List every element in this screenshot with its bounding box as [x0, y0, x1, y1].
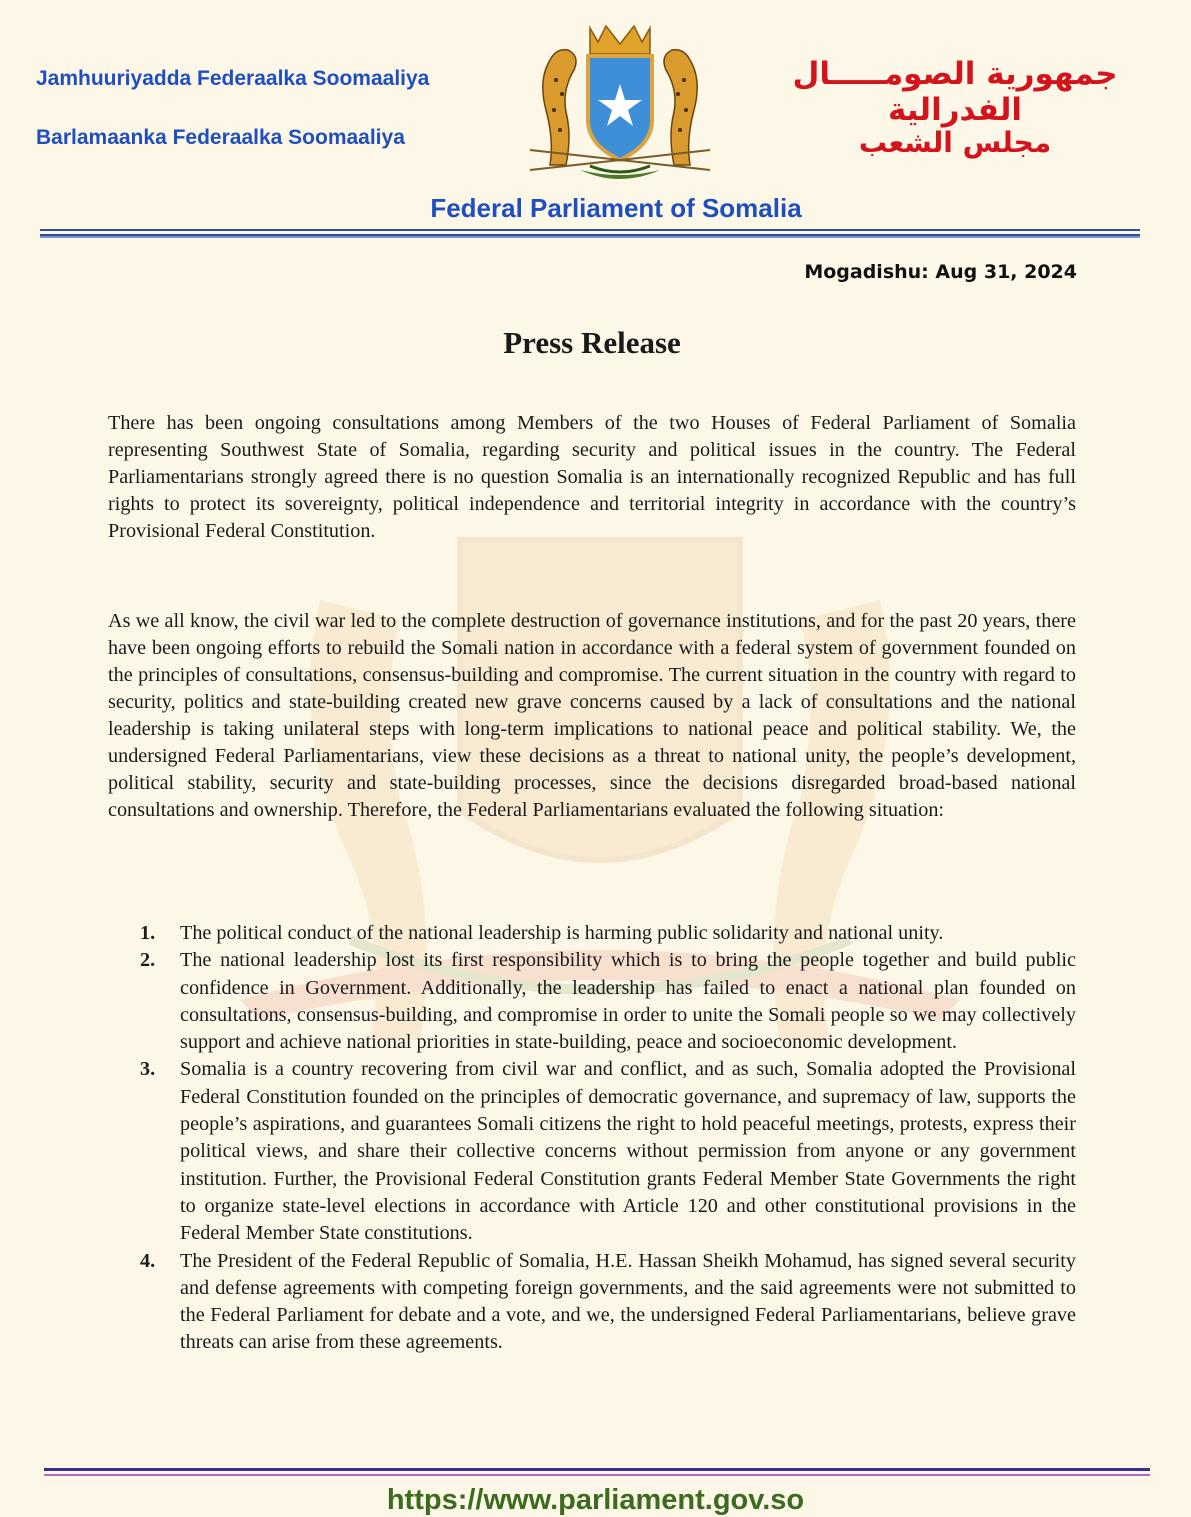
document-title: Press Release: [503, 325, 681, 360]
somali-parliament-name: Barlamaanka Federaalka Soomaaliya: [36, 126, 405, 149]
list-item: [140, 920, 1076, 947]
findings-list: [140, 920, 1076, 1357]
list-item: [140, 1248, 1076, 1357]
somali-republic-name: Jamhuuriyadda Federaalka Soomaaliya: [36, 67, 430, 90]
list-item-text: The national leadership lost its first responsibility which is to bring the people together and build public confidence in Government. Additionally, the leadership has failed to enact a national plan founded on consultations, consensus-building, and compromise in order to unite the Somali people so we may collectively support and achieve national priorities in state-building, peace and socioeconomic development.: [180, 949, 1076, 1054]
list-item-text: The political conduct of the national leadership is harming public solidarity and national unity.: [180, 922, 944, 944]
list-item-number: 2.: [140, 949, 156, 972]
footer-website-link[interactable]: https://www.parliament.gov.so: [386, 1484, 805, 1516]
dateline: Mogadishu: Aug 31, 2024: [804, 261, 1077, 283]
coat-of-arms-icon: [520, 20, 720, 195]
footer-divider: [44, 1468, 1150, 1471]
list-item-text: Somalia is a country recovering from civil war and conflict, and as such, Somalia adopted the Provisional Federal Constitution founded on the principles of democratic governance, and supremacy of law, supports the people’s aspirations, and guarantees Somali citizens the right to hold peaceful meetings, protests, express their political views, and share their collective concerns without permission from anyone or any government institution. Further, the Provisional Federal Constitution grants Federal Member State Governments the right to organize state-level elections in accordance with Article 120 and other constitutional provisions in the Federal Member State constitutions.: [180, 1058, 1076, 1245]
list-item-text: The President of the Federal Republic of Somalia, H.E. Hassan Sheikh Mohamud, has signed several security and defense agreements with competing foreign governments, and the said agreements were not submitted to the Federal Parliament for debate and a vote, and we, the undersigned Federal Parliamentarians, believe grave threats can arise from these agreements.: [180, 1249, 1076, 1354]
list-item-number: 1.: [140, 922, 156, 944]
list-item-number: 3.: [140, 1058, 156, 1081]
arabic-republic-name: جمهورية الصومـــــال الفدرالية: [792, 56, 1118, 128]
list-item-number: 4.: [140, 1249, 156, 1272]
arabic-parliament-name: مجلس الشعب: [858, 126, 1052, 159]
list-item: [140, 1056, 1076, 1247]
paragraph-context: As we all know, the civil war led to the complete destruction of governance institutions, and for the past 20 years, there have been ongoing efforts to rebuild the Somali nation in accordance with a federal system of government founded on the principles of consultations, consensus-building and compromise. The current situation in the country with regard to security, politics and state-building created new grave concerns caused by a lack of consultations and the national leadership is taking unilateral steps with long-term implications to national peace and political stability. We, the undersigned Federal Parliamentarians, view these decisions as a threat to national unity, the people’s development, political stability, security and state-building processes, since the decisions disregarded broad-based national consultations and ownership. Therefore, the Federal Parliamentarians evaluated the following situation:: [108, 610, 1076, 822]
letterhead-title: Federal Parliament of Somalia: [430, 193, 802, 223]
paragraph-intro: There has been ongoing consultations among Members of the two Houses of Federal Parliament of Somalia representing Southwest State of Somalia, regarding security and political issues in the country. The Federal Parliamentarians strongly agreed there is no question Somalia is an internationally recognized Republic and has full rights to protect its sovereignty, political independence and territorial integrity in accordance with the country’s Provisional Federal Constitution.: [108, 412, 1076, 543]
footer-divider-secondary: [44, 1474, 1150, 1476]
list-item: [140, 947, 1076, 1056]
header-divider: [40, 229, 1140, 236]
header-divider-secondary: [40, 236, 1140, 238]
